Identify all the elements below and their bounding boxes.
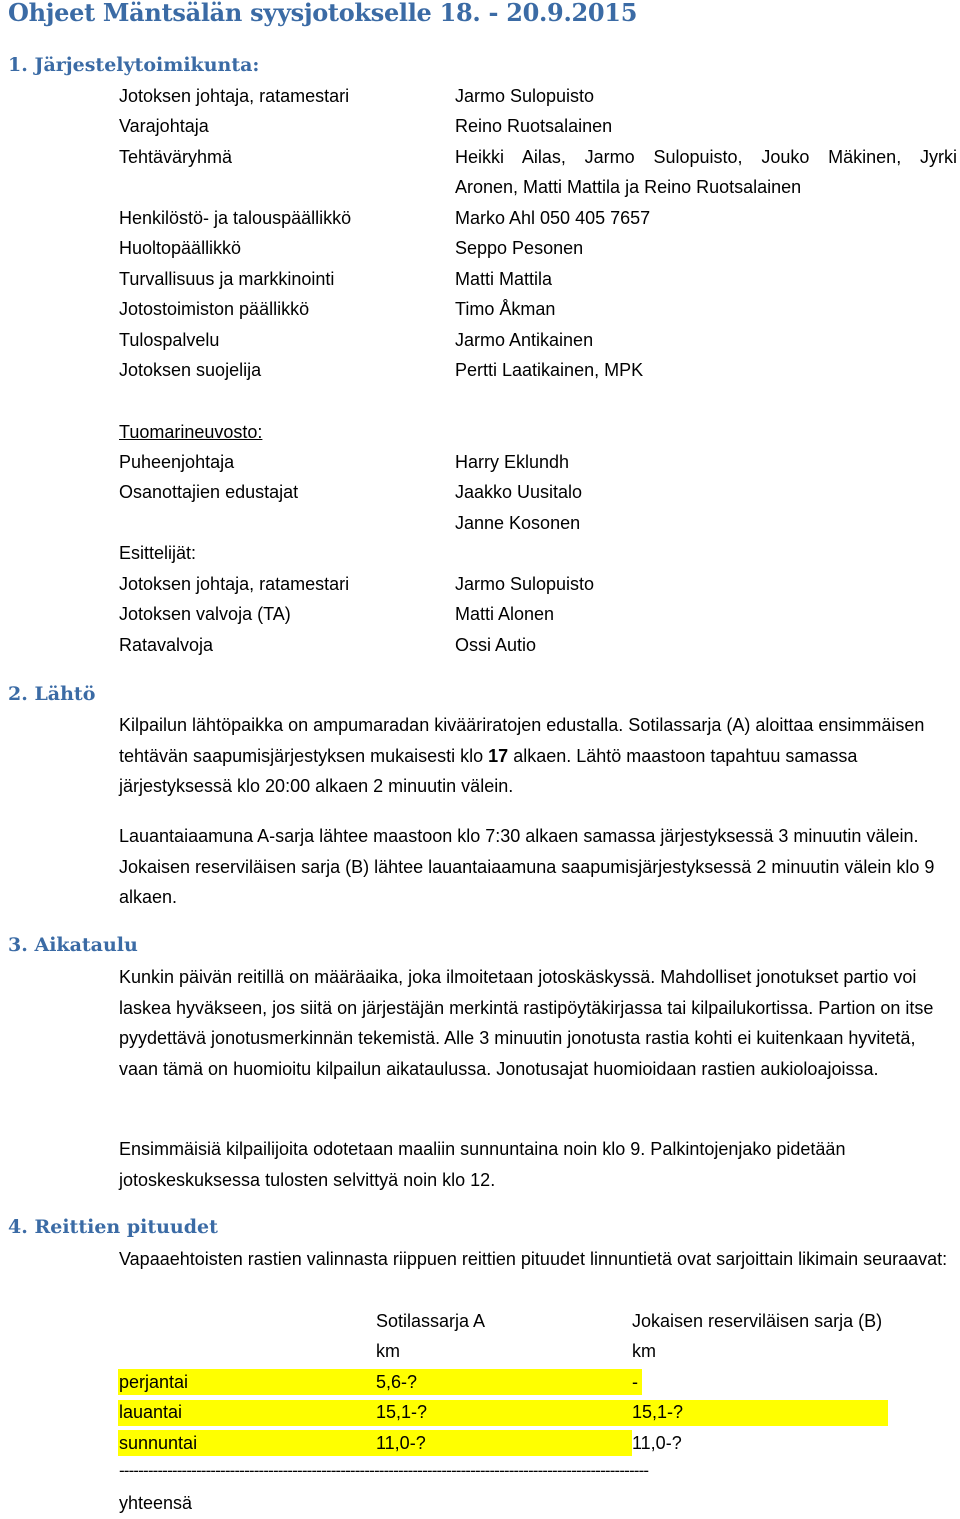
day-label: lauantai [119,1402,183,1422]
section-heading-4: 4. Reittien pituudet [8,1216,218,1238]
row-highlight [118,1400,888,1426]
routes-intro: Vapaaehtoisten rastien valinnasta riippuen reittien pituudet linnuntietä ovat sarjoittain likimain seuraavat: [119,1249,948,1269]
start-paragraph-1 [119,710,955,802]
unit-a: km [376,1341,400,1361]
total-label: yhteensä [119,1493,193,1513]
name-value: Seppo Pesonen [455,238,584,258]
text-span: alkaen. Lähtö maastoon tapahtuu samassa järjestyksessä klo 20:00 alkaen 2 minuutin välein. [119,745,858,796]
name-value: Matti Alonen [455,604,555,624]
bold-time: 17 [488,745,509,766]
name-value: Heikki Ailas, Jarmo Sulopuisto, Jouko Mäkinen, Jyrki [455,147,957,167]
role-label: Ratavalvoja [119,635,214,655]
name-value: Marko Ahl 050 405 7657 [455,208,651,228]
section-heading-3: 3. Aikataulu [8,934,138,956]
name-value: Janne Kosonen [455,513,581,533]
role-label: Jotoksen valvoja (TA) [119,604,291,624]
name-value: Ossi Autio [455,635,537,655]
role-label: Jotoksen suojelija [119,360,262,380]
section-heading-2: 2. Lähtö [8,683,96,705]
name-value-cont: Aronen, Matti Mattila ja Reino Ruotsalainen [455,177,802,197]
role-label: Osanottajien edustajat [119,482,299,502]
day-label: sunnuntai [119,1433,198,1453]
name-value: Jarmo Sulopuisto [455,86,595,106]
name-value: Matti Mattila [455,269,553,289]
page-title: Ohjeet Mäntsälän syysjotokselle 18. - 20.9.2015 [8,0,638,27]
role-label: Jotoksen johtaja, ratamestari [119,86,350,106]
col-header-b: Jokaisen reserviläisen sarja (B) [632,1311,883,1331]
schedule-paragraph-1: Kunkin päivän reitillä on määräaika, joka ilmoitetaan jotoskäskyssä. Mahdolliset jonotukset partio voi laskea hyväkseen, jos siitä on järjestäjän merkintä rastipöytäkirjassa tai kilpailukortissa. Partion on itse pyydettävä jonotusmerkinnän tekemistä. Alle 3 minuutin jonotusta rastia kohti ei kuitenkaan hyvitetä, vaan tämä on huomioitu kilpailun aikataulussa. Jonotusajat huomioidaan rastien aukioloajoissa. [119,967,934,1079]
length-a: 5,6-? [376,1372,418,1392]
presenters-heading: Esittelijät: [119,543,197,563]
role-label: Henkilöstö- ja talouspäällikkö [119,208,352,228]
length-b: 11,0-? [632,1433,682,1453]
name-value: Jaakko Uusitalo [455,482,583,502]
role-label: Huoltopäällikkö [119,238,242,258]
role-label: Varajohtaja [119,116,209,136]
name-value: Harry Eklundh [455,452,570,472]
name-value: Jarmo Sulopuisto [455,574,595,594]
divider-line: -------------------------------------------------------------------------------------------------------------- [119,1461,649,1480]
section-heading-1: 1. Järjestelytoimikunta: [8,54,260,76]
role-label: Jotostoimiston päällikkö [119,299,310,319]
col-header-a: Sotilassarja A [376,1311,486,1331]
text-span: Kilpailun lähtöpaikka on ampumaradan kivääriratojen edustalla. Sotilassarja (A) aloittaa ensimmäisen tehtävän saapumisjärjestyksen mukaisesti klo [119,715,925,766]
length-a: 11,0-? [376,1433,426,1453]
name-value: Timo Åkman [455,299,556,319]
unit-b: km [632,1341,656,1361]
start-paragraph-2: Lauantaiaamuna A-sarja lähtee maastoon klo 7:30 alkaen samassa järjestyksessä 3 minuutin välein. Jokaisen reserviläisen sarja (B) lähtee lauantaiaamuna saapumisjärjestyksessä 2 minuutin välein klo 9 alkaen. [119,826,935,907]
role-label: Turvallisuus ja markkinointi [119,269,335,289]
schedule-paragraph-2: Ensimmäisiä kilpailijoita odotetaan maaliin sunnuntaina noin klo 9. Palkintojenjako pidetään jotoskeskuksessa tulosten selvittyä noin klo 12. [119,1139,846,1190]
name-value: Jarmo Antikainen [455,330,594,350]
length-b: - [632,1372,638,1392]
length-b: 15,1-? [632,1402,684,1422]
name-value: Reino Ruotsalainen [455,116,613,136]
role-label: Puheenjohtaja [119,452,235,472]
length-a: 15,1-? [376,1402,428,1422]
name-value: Pertti Laatikainen, MPK [455,360,644,380]
role-label: Tehtäväryhmä [119,147,233,167]
jury-heading: Tuomarineuvosto: [119,422,263,442]
day-label: perjantai [119,1372,189,1392]
role-label: Jotoksen johtaja, ratamestari [119,574,350,594]
role-label: Tulospalvelu [119,330,220,350]
